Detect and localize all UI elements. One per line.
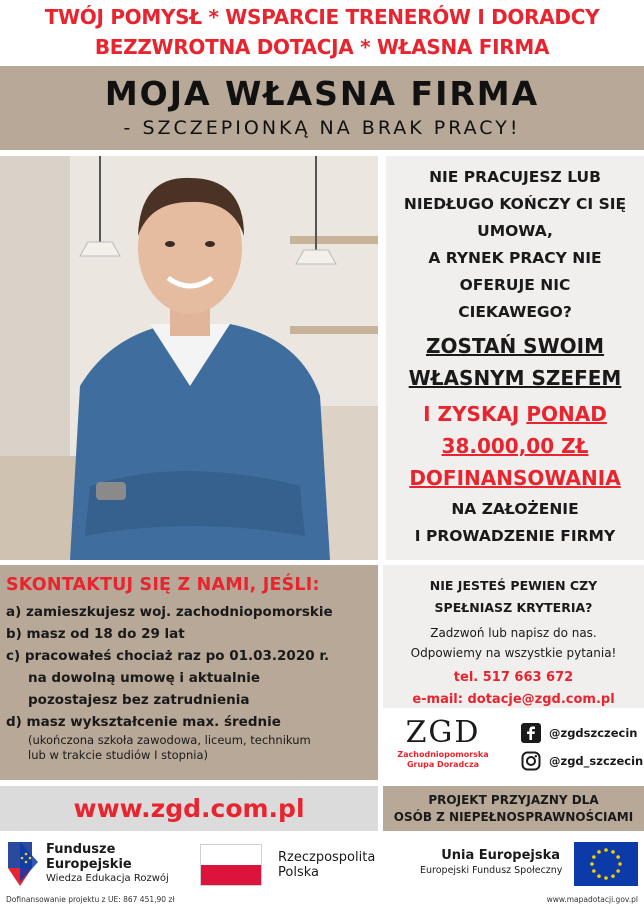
pitch-line: OFERUJE NIC xyxy=(459,276,571,294)
gain-prefix: I ZYSKAJ xyxy=(423,402,520,426)
funding-note: Dofinansowanie projektu z UE: 867 451,90 zł xyxy=(6,895,175,904)
rp-line-2: Polska xyxy=(278,865,319,880)
criteria-item: a) zamieszkujesz woj. zachodniopomorskie xyxy=(6,604,333,620)
facebook-handle: @zgdszczecin xyxy=(549,726,638,740)
photo-illustration xyxy=(0,156,378,560)
fundusze-europejskie-logo-icon xyxy=(6,838,40,888)
pitch-line: UMOWA, xyxy=(477,222,553,240)
boss-line-2: WŁASNYM SZEFEM xyxy=(408,366,622,390)
criteria-item: b) masz od 18 do 29 lat xyxy=(6,626,185,642)
page-subtitle: - SZCZEPIONKĄ NA BRAK PRACY! xyxy=(123,117,521,139)
criteria-item-cont: pozostajesz bez zatrudnienia xyxy=(28,692,250,708)
eu-flag-icon xyxy=(574,842,638,886)
boss-line-1: ZOSTAŃ SWOIM xyxy=(426,334,604,358)
project-line-2: OSÓB Z NIEPEŁNOSPRAWNOŚCIAMI xyxy=(393,810,634,824)
pitch-end-2: I PROWADZENIE FIRMY xyxy=(414,527,616,545)
pitch-end-1: NA ZAŁOŻENIE xyxy=(451,500,579,518)
gain-word: PONAD xyxy=(526,402,607,426)
criteria-note: (ukończona szkoła zawodowa, liceum, technikum xyxy=(28,733,311,747)
unia-europejska-text xyxy=(420,848,563,878)
header-line-2: BEZZWROTNA DOTACJA * WŁASNA FIRMA xyxy=(94,35,550,59)
contact-panel xyxy=(383,565,644,708)
criteria-item: c) pracowałeś chociaż raz po 01.03.2020 r. xyxy=(6,648,330,664)
rp-line-1: Rzeczpospolita xyxy=(278,850,376,865)
zgd-logo-sub-2: Grupa Doradcza xyxy=(406,760,480,769)
gain-line xyxy=(386,398,644,430)
header-line-1: TWÓJ POMYSŁ * WSPARCIE TRENERÓW I DORADCY xyxy=(44,5,600,29)
pitch-line: NIE PRACUJESZ LUB xyxy=(429,168,601,186)
facebook-icon xyxy=(521,723,541,743)
photo-man-smiling xyxy=(0,156,378,560)
footer-logos xyxy=(0,836,644,892)
facebook-link[interactable] xyxy=(521,722,637,744)
pitch-line: A RYNEK PRACY NIE xyxy=(428,249,602,267)
page-title: MOJA WŁASNA FIRMA xyxy=(104,74,540,113)
grant-amount: 38.000,00 ZŁ xyxy=(441,434,589,458)
criteria-heading: SKONTAKTUJ SIĘ Z NAMI, JEŚLI: xyxy=(6,575,320,595)
poland-flag-icon xyxy=(200,844,262,886)
instagram-handle: @zgd_szczecin xyxy=(549,754,644,768)
rzeczpospolita-text xyxy=(278,850,375,880)
criteria-note: lub w trakcie studiów I stopnia) xyxy=(28,748,208,762)
contact-text-2: Odpowiemy na wszystkie pytania! xyxy=(410,646,617,660)
website-link[interactable]: www.zgd.com.pl xyxy=(73,794,305,823)
title-band xyxy=(0,66,644,150)
fe-line-1: Fundusze xyxy=(46,842,116,857)
contact-phone[interactable]: tel. 517 663 672 xyxy=(453,670,574,685)
pitch-line: NIEDŁUGO KOŃCZY CI SIĘ xyxy=(403,195,627,213)
website-band xyxy=(0,786,378,831)
zgd-logo xyxy=(383,716,503,780)
zgd-logo-sub-1: Zachodniopomorska xyxy=(397,750,489,759)
criteria-panel xyxy=(0,565,378,780)
ue-line-2: Europejski Fundusz Społeczny xyxy=(420,865,563,876)
pitch-panel xyxy=(386,156,644,560)
zgd-logo-mark: ZGD xyxy=(405,715,481,750)
header xyxy=(0,0,644,66)
project-band xyxy=(383,786,644,831)
mapadotacji-link[interactable]: www.mapadotacji.gov.pl xyxy=(546,895,638,904)
fundusze-europejskie-text xyxy=(46,842,169,886)
fe-line-2: Europejskie xyxy=(46,857,132,872)
contact-question-1: NIE JESTEŚ PEWIEN CZY xyxy=(429,578,598,593)
ue-line-1: Unia Europejska xyxy=(441,848,560,863)
contact-email[interactable]: e-mail: dotacje@zgd.com.pl xyxy=(412,692,615,707)
project-line-1: PROJEKT PRZYJAZNY DLA xyxy=(428,793,599,807)
contact-question-2: SPEŁNIASZ KRYTERIA? xyxy=(434,600,593,615)
brand-area xyxy=(383,710,644,782)
contact-text-1: Zadzwoń lub napisz do nas. xyxy=(430,626,597,640)
instagram-link[interactable] xyxy=(521,750,643,772)
pitch-line: CIEKAWEGO? xyxy=(458,303,572,321)
grant-label: DOFINANSOWANIA xyxy=(409,466,621,490)
criteria-item-cont: na dowolną umowę i aktualnie xyxy=(28,670,261,686)
fe-line-3: Wiedza Edukacja Rozwój xyxy=(46,873,169,884)
criteria-item: d) masz wykształcenie max. średnie xyxy=(6,714,281,730)
instagram-icon xyxy=(521,751,541,771)
